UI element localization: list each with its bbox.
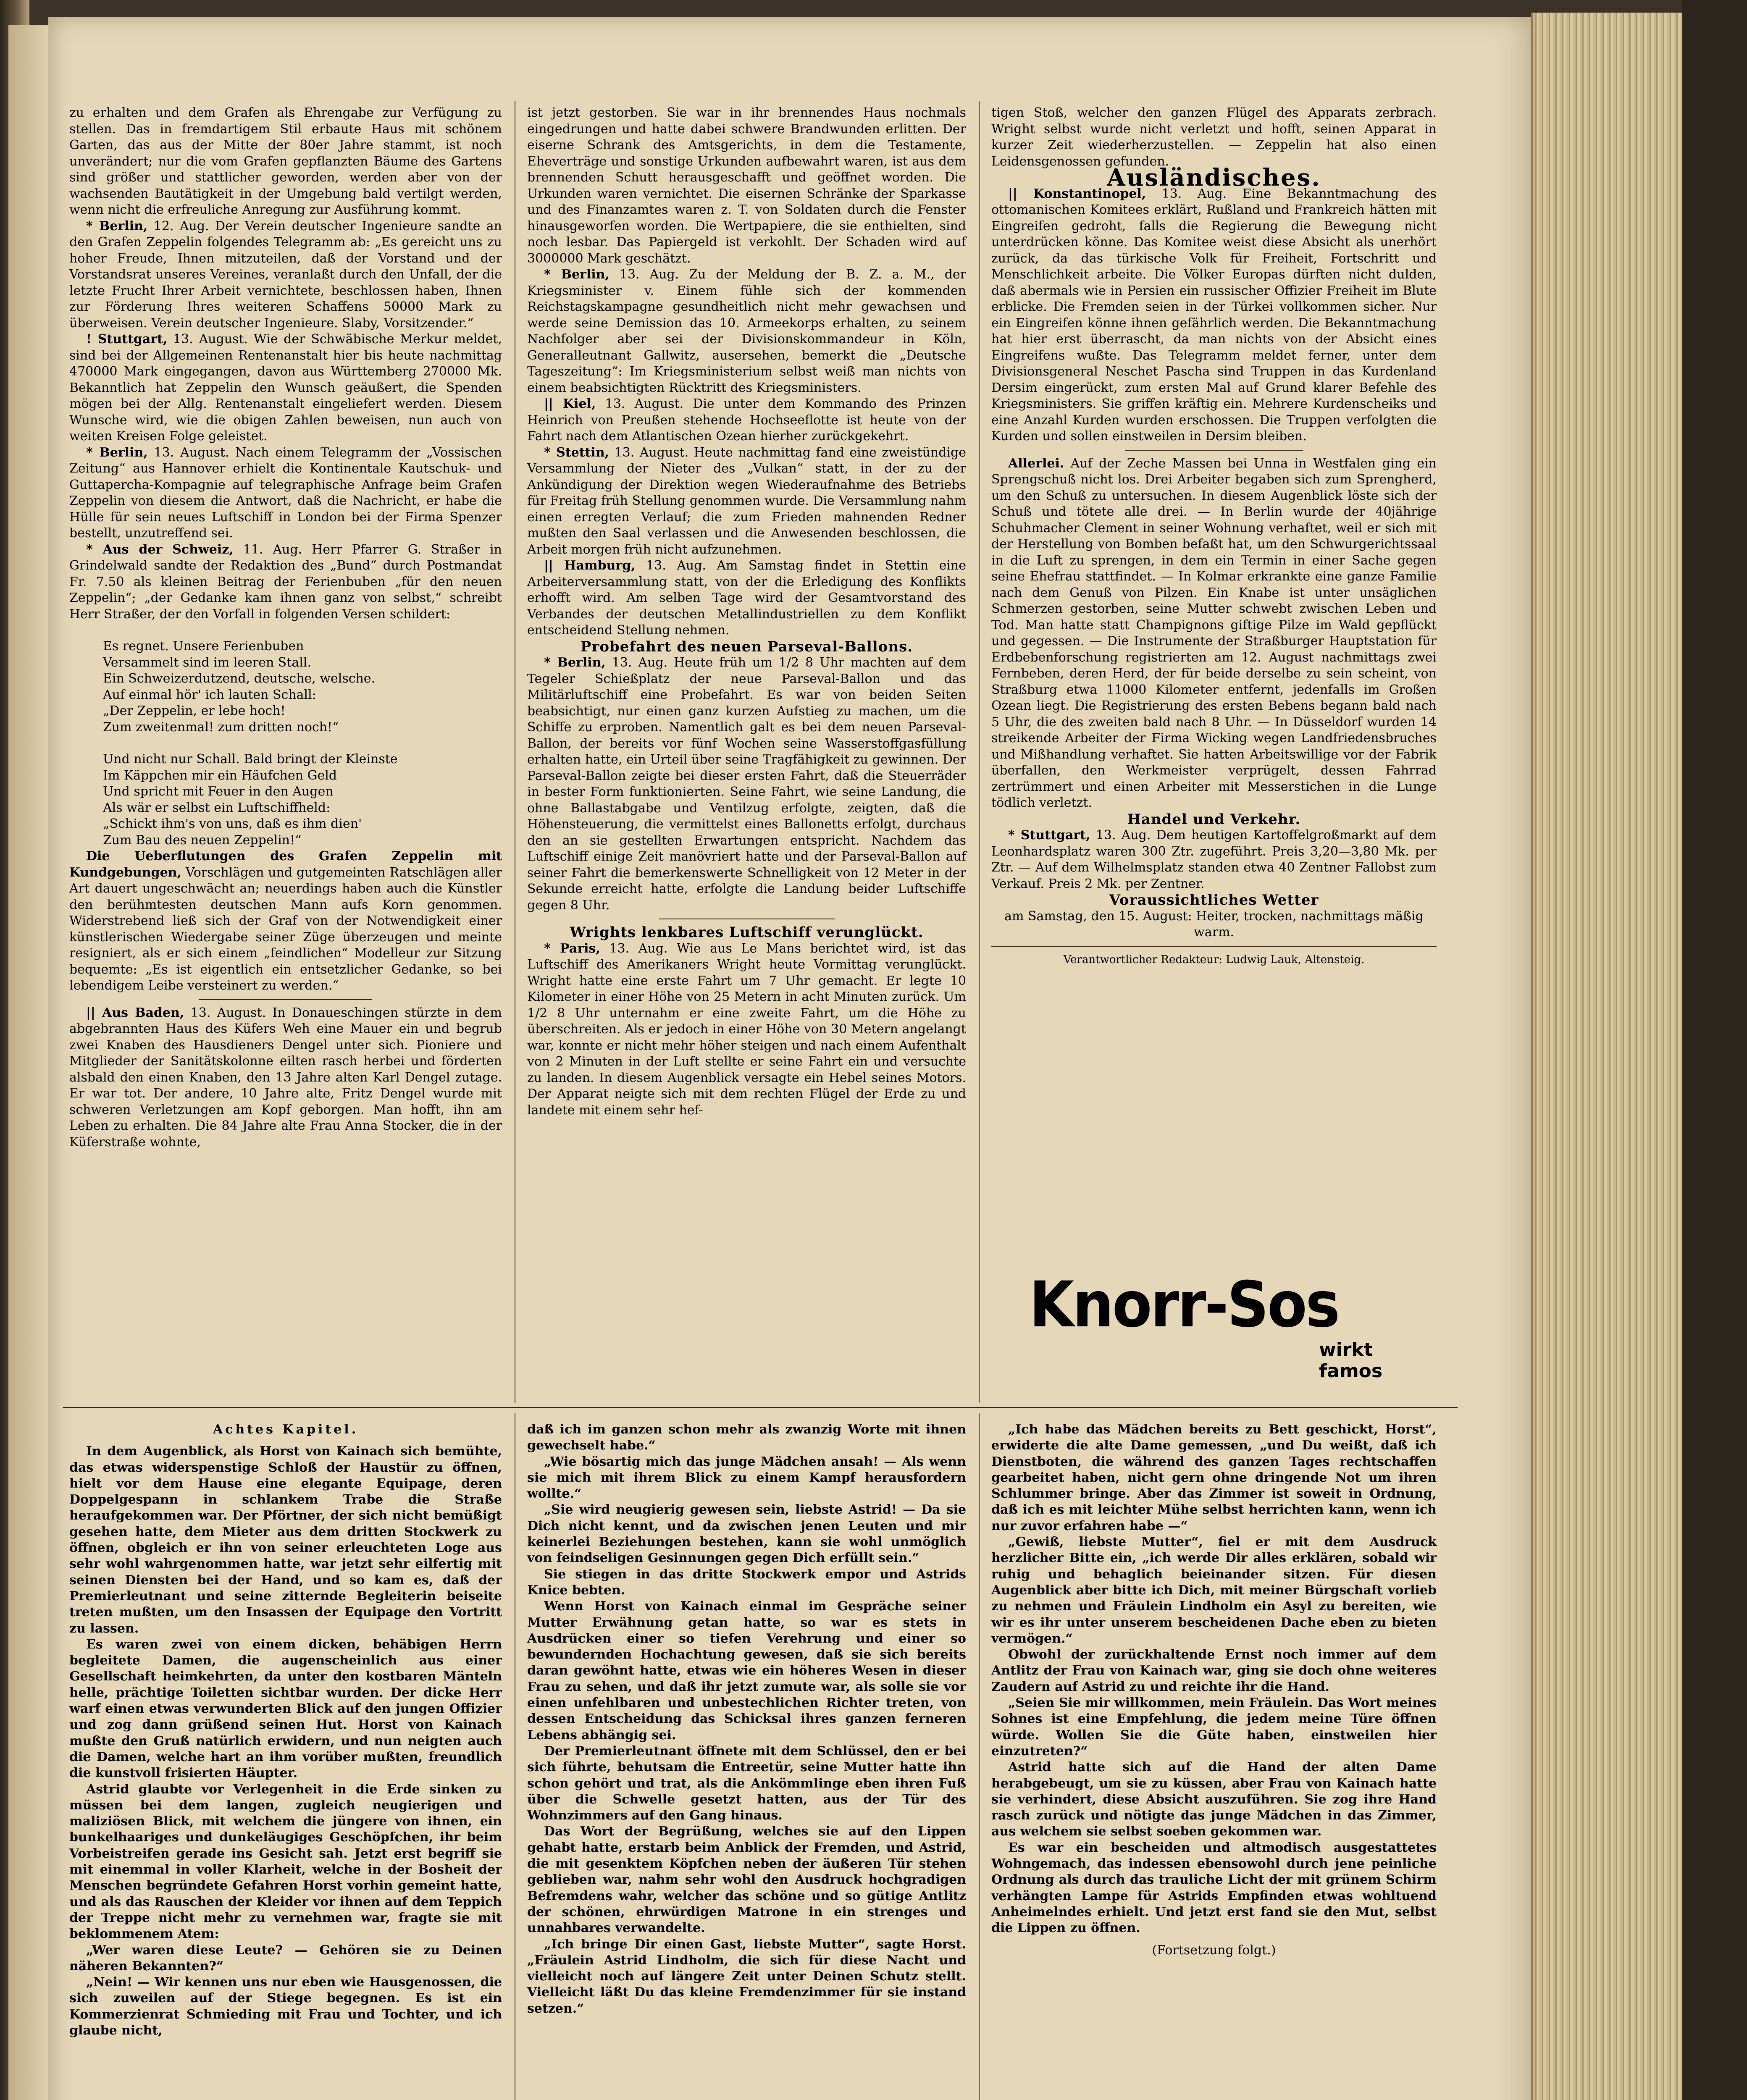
news-item (991, 186, 1437, 445)
news-item (69, 848, 502, 994)
verse-line: Im Käppchen mir ein Häufchen Geld (103, 768, 337, 783)
section-heading: Ausländisches. (1107, 164, 1321, 192)
ad-tagline: wirkt famos (1319, 1339, 1383, 1382)
news-text: 13. August. Nach einem Telegramm der „Vossischen Zeitung“ aus Hannover erhielt die Kontinentale Kautschuk- und Guttapercha-Kompagnie auf telegraphische Anfrage beim Grafen Zeppelin von diesem die Antwort, daß die Nachricht, er habe die Hülle für sein neues Luftschiff in London bei der Firma Spenzer bestellt, unzutreffend sei. (69, 445, 502, 541)
news-item (69, 445, 502, 542)
serial-paragraph: Astrid glaubte vor Verlegenheit in die Erde sinken zu müssen bei dem langen, zugleich neugierigen und maliziösen Blick, mit welchem die jüngere von ihnen, ein bunkelhaariges und dunkeläugiges Geschöpfchen, ihr beim Vorbeistreifen gerade ins Gesicht sah. Jetzt erst begriff sie mit einemmal in voller Klarheit, welche in der Bosheit der Menschen begründete Gefahren Horst vorhin gemeint hatte, und als das Rauschen der Kleider vor ihnen auf dem Teppich der Treppe nicht mehr zu vernehmen war, fragte sie mit beklommenem Atem: (69, 1782, 502, 1942)
verse-line: „Der Zeppelin, er lebe hoch! (103, 704, 286, 718)
news-item (527, 445, 966, 558)
news-item (527, 941, 966, 1119)
news-item (527, 558, 966, 639)
serial-paragraph: Astrid hatte sich auf die Hand der alten Dame herabgebeugt, um sie zu küssen, aber Frau von Kainach hatte sie verhindert, diese Absicht auszuführen. Sie zog ihre Hand rasch zurück und nötigte das junge Mädchen in das Zimmer, aus welchem sie selbst soeben gekommen war. (991, 1760, 1437, 1839)
serial-paragraph: daß ich im ganzen schon mehr als zwanzig Worte mit ihnen gewechselt habe.“ (527, 1422, 966, 1453)
news-text: 12. Aug. Der Verein deutscher Ingenieure sandte an den Grafen Zeppelin folgendes Telegramm ab: „Es gereicht uns zu hoher Freude, Ihnen mitzuteilen, daß der Vorstand und der Vorstandsrat unseres Vereines, veranlaßt durch den Unfall, der die letzte Frucht Ihrer Arbeit vernichtete, beschlossen haben, Ihnen zur Förderung Ihres weiteren Schaffens 50000 Mark zu überweisen. Verein deutscher Ingenieure. Slaby, Vorsitzender.“ (69, 218, 502, 331)
previous-page-edge (8, 25, 48, 2100)
news-item (527, 267, 966, 396)
verse-line: Und spricht mit Feuer in den Augen (103, 784, 334, 799)
news-text: Auf der Zeche Massen bei Unna in Westfalen ging ein Sprengschuß nicht los. Drei Arbeiter begaben sich zum Sprengherd, um den Schuß zu untersuchen. In diesem Augenblick löste sich der Schuß und tötete alle drei. — In Berlin wurde der 40jährige Schuhmacher Clement in seiner Wohnung verhaftet, weil er sich mit der Herstellung von Bomben befaßt hat, um den Schwurgerichtssaal in die Luft zu sprengen, in dem ein Termin in einer Sache gegen seine Ehefrau stattfindet. — In Kolmar erkrankte eine ganze Familie nach dem Genuß von Pilzen. Ein Knabe ist unter unsäglichen Schmerzen gestorben, seine Mutter schwebt zwischen Leben und Tod. Man hatte statt Champignons giftige Pilze im Wald gepflückt und gegessen. — Die Instrumente der Straßburger Hauptstation für Erdbebenforschung registrierten am 12. August nachmittags zwei Fernbeben, deren Herd, der für beide derselbe zu sein scheint, von Straßburg etwa 11000 Kilometer entfernt, jedenfalls im Großen Ozean liegt. Die Registrierung des ersten Bebens begann bald nach 5 Uhr, die des zweiten bald nach 8 Uhr. — In Düsseldorf wurden 14 streikende Arbeiter der Firma Wicking wegen Landfriedensbruches und Mißhandlung verhaftet. Sie hatten Arbeitswillige vor der Fabrik überfallen, den Werkmeister verprügelt, dessen Fahrrad zertrümmert und einen Arbeiter mit Messerstichen in die Lunge tödlich verletzt. (991, 456, 1437, 810)
serial-paragraph: Wenn Horst von Kainach einmal im Gespräche seiner Mutter Erwähnung getan hatte, so war es stets in Ausdrücken einer so tiefen Verehrung und einer so bewundernden Hochachtung gewesen, daß sie sich bereits daran gewöhnt hatte, etwas wie ein höheres Wesen in dieser Frau zu sehen, und daß ihr jetzt zumute war, als solle sie vor einen unfehlbaren und unbestechlichen Richter treten, von dessen Entscheidung das Schicksal ihres ganzen ferneren Lebens abhängig sei. (527, 1599, 966, 1743)
serial-paragraph: Obwohl der zurückhaltende Ernst noch immer auf dem Antlitz der Frau von Kainach war, ging sie doch ohne weiteres Zaudern auf Astrid zu und reichte ihr die Hand. (991, 1647, 1437, 1694)
news-text: Vorschlägen und gutgemeinten Ratschlägen aller Art dauert ungeschwächt an; neuerdings haben auch die Künstler den berühmtesten deutschen Mann aufs Korn genommen. Widerstrebend ließ sich der Graf von der Notwendigkeit einer künstlerischen Wiedergabe seiner Züge überzeugen und meinte resigniert, als er sich einem „feindlichen“ Modelleur zur Sitzung bequemte: „Es ist eigentlich ein entsetzlicher Gedanke, so bei lebendigem Leibe versteinert zu werden.“ (69, 865, 502, 993)
news-text: 13. August. Die unter dem Kommando des Prinzen Heinrich von Preußen stehende Hochseeflotte ist heute von der Fahrt nach dem Atlantischen Ozean hierher zurückgekehrt. (527, 396, 967, 444)
verse-line: „Schickt ihm's von uns, daß es ihm dien' (103, 816, 362, 831)
serial-paragraph: „Ich habe das Mädchen bereits zu Bett geschickt, Horst“, erwiderte die alte Dame gemessen, „und Du weißt, daß ich Dienstboten, die während des ganzen Tages rechtschaffen gearbeitet haben, nicht gern ohne dringende Not um ihren Schlummer bringe. Aber das Zimmer ist soweit in Ordnung, daß ich es mit leichter Mühe selbst herrichten kann, wenn ich nur zuvor erfahren habe —“ (991, 1422, 1437, 1533)
feuilleton-rule (63, 1407, 1458, 1408)
news-text: 13. Aug. Wie aus Le Mans berichtet wird, ist das Luftschiff des Amerikaners Wright heute Vormittag verunglückt. Wright hatte eine erste Fahrt um 7 Uhr gemacht. Er legte 10 Kilometer in einer Höhe von 25 Metern in acht Minuten zurück. Um 1/2 8 Uhr unternahm er eine zweite Fahrt, um die Höhe zu überschreiten. Als er jedoch in einer Höhe von 30 Metern angelangt war, konnte er nicht mehr höher steigen und nach einem Aufenthalt von 2 Minuten in der Luft stellte er seine Fahrt ein und versuchte zu landen. In diesem Augenblick versagte ein Hebel seines Motors. Der Apparat neigte sich mit dem rechten Flügel der Erde zu und landete mit einem sehr hef- (527, 941, 966, 1118)
serial-paragraph: In dem Augenblick, als Horst von Kainach sich bemühte, das etwas widerspenstige Schloß der Haustür zu öffnen, hielt vor dem Hause eine elegante Equipage, deren Doppelgespann in schlankem Trabe die Straße heraufgekommen war. Der Pförtner, der sich nicht bemüßigt gesehen hatte, dem Mieter aus dem dritten Stockwerk zu öffnen, obgleich er ihn von seiner erleuchteten Loge aus sehr wohl wahrgenommen hatte, war jetzt sehr eilfertig mit seinen Diensten bei der Hand, und so kam es, daß der Premierleutnant und seine zitternde Begleiterin beiseite treten mußten, um den Insassen der Equipage den Vortritt zu lassen. (69, 1444, 502, 1636)
news-item (991, 827, 1437, 892)
news-item (991, 456, 1437, 811)
news-text: 13. August. Heute nachmittag fand eine zweistündige Versammlung der Nieter des „Vulkan“ statt, in der zu der Ankündigung der Direktion wegen Wiederaufnahme des Betriebs für Freitag früh Stellung genommen wurde. Die Versammlung nahm einen erregten Verlauf; die zum Frieden mahnenden Redner mußten den Saal verlassen und die Anwesenden beschlossen, die Arbeit morgen früh nicht aufzunehmen. (527, 445, 966, 557)
paragraph: tigen Stoß, welcher den ganzen Flügel des Apparats zerbrach. Wright selbst wurde nicht verletzt und hofft, seinen Apparat in kurzer Zeit wiederherzustellen. — Zeppelin hat also einen Leidensgenossen gefunden. (991, 105, 1437, 169)
serial-column-2 (527, 1422, 966, 2017)
verse-line: Und nicht nur Schall. Bald bringt der Kleinste (103, 752, 398, 766)
dateline: * Berlin, (544, 267, 609, 282)
serial-column-3 (991, 1422, 1437, 1958)
column-1 (69, 105, 502, 1150)
news-text: 13. Aug. Dem heutigen Kartoffelgroßmarkt auf dem Leonhardsplatz waren 300 Ztr. zugeführt. Preis 3,20—3,80 Mk. per Ztr. — Auf dem Wilhelmsplatz standen etwa 40 Zentner Fallobst zum Verkauf. Preis 2 Mk. per Zentner. (991, 828, 1437, 891)
news-item (69, 331, 502, 445)
dateline: * Berlin, (86, 218, 148, 234)
ad-brand: Knorr-Sos (1029, 1268, 1339, 1341)
verse-line: Zum Bau des neuen Zeppelin!“ (103, 832, 302, 848)
chapter-heading: Achtes Kapitel. (213, 1422, 359, 1437)
dateline: * Berlin, (86, 445, 148, 460)
dateline: Die Ueberflutungen des Grafen Zeppelin mit Kundgebungen, (69, 849, 502, 880)
serial-paragraph: „Nein! — Wir kennen uns nur eben wie Hausgenossen, die sich zuweilen auf der Stiege begegnen. Es ist ein Kommerzienrat Schmieding mit Frau und Tochter, und ich glaube nicht, (69, 1975, 502, 2038)
article-headline: Probefahrt des neuen Parseval-Ballons. (580, 638, 913, 655)
section-heading: Voraussichtliches Wetter (1109, 892, 1319, 908)
dateline: ! Stuttgart, (86, 332, 168, 346)
dateline: Allerlei. (1008, 456, 1064, 471)
news-item (527, 396, 966, 445)
serial-column-1 (69, 1422, 502, 2039)
dateline: * Stettin, (544, 445, 609, 460)
serial-column-rule-2 (979, 1413, 980, 2100)
paragraph: ist jetzt gestorben. Sie war in ihr brennendes Haus nochmals eingedrungen und hatte dabei schwere Brandwunden erlitten. Der eiserne Schrank des Amtsgerichts, in dem die Testamente, Eheverträge und sonstige Urkunden aufbewahrt waren, ist aus dem brennenden Schutt herausgeschafft und geöffnet worden. Die Urkunden waren vernichtet. Die eisernen Schränke der Sparkasse und des Finanzamtes waren z. T. von Soldaten durch die Fenster hinausgeworfen worden. Die Wertpapiere, die sie enthielten, sind noch lesbar. Das Papiergeld ist verkohlt. Der Schaden wird auf 3000000 Mark geschätzt. (527, 105, 966, 266)
column-rule-2 (979, 101, 980, 1403)
paragraph: zu erhalten und dem Grafen als Ehrengabe zur Verfügung zu stellen. Das in fremdartigem Stil erbaute Haus mit schönem Garten, das aus der Mitte der 80er Jahre stammt, ist noch unverändert; nur die vom Grafen gepflanzten Bäume des Gartens sind größer und stattlicher geworden, werden aber von der wachsenden Bautätigkeit in der Umgebung bald vertilgt werden, wenn nicht die erfreuliche Anregung zur Ausführung kommt. (69, 105, 502, 217)
verse-line: Auf einmal hör' ich lauten Schall: (103, 687, 316, 702)
news-text: 13. August. Wie der Schwäbische Merkur meldet, sind bei der Allgemeinen Rentenanstalt hier bis heute nachmittag 470000 Mark eingegangen, davon aus Württemberg 270000 Mk. Bekanntlich hat Zeppelin den Wunsch geäußert, die Spenden mögen bei der Allg. Rentenanstalt eingeliefert werden. Diesem Wunsche wird, wie die obigen Zahlen beweisen, nun auch von weiten Kreisen Folge geleistet. (69, 332, 502, 444)
serial-paragraph: Es waren zwei von einem dicken, behäbigen Herrn begleitete Damen, die augenscheinlich aus einer Gesellschaft heimkehrten, da unter den kostbaren Mänteln helle, prächtige Toiletten sichtbar wurden. Der dicke Herr warf einen etwas verwunderten Blick auf den jungen Offizier und zog dann grüßend seinen Hut. Horst von Kainach mußte den Gruß natürlich erwidern, und nun neigten auch die Damen, welche hart an ihm vorüber mußten, freundlich die kunstvoll frisierten Häupter. (69, 1637, 502, 1781)
serial-paragraph: „Gewiß, liebste Mutter“, fiel er mit dem Ausdruck herzlicher Bitte ein, „ich werde Dir alles erklären, sobald wir ruhig und behaglich beieinander sitzen. Für diesen Augenblick aber bitte ich Dich, mit meiner Bürgschaft vorlieb zu nehmen und Fräulein Lindholm ein Asyl zu bereiten, wie wir es ihr unter unserem bescheidenen Dache eben zu bieten vermögen.“ (991, 1535, 1437, 1646)
separator (991, 946, 1437, 947)
weather-forecast: am Samstag, den 15. August: Heiter, trocken, nachmittags mäßig warm. (1004, 908, 1424, 940)
column-3 (991, 105, 1437, 968)
page-stack-edges (1531, 13, 1684, 2100)
serial-paragraph: Es war ein bescheiden und altmodisch ausgestattetes Wohngemach, das indessen ebensowohl durch jene peinliche Ordnung als durch das trauliche Licht der mit grünem Schirm verhängten Lampe für Astrids Empfinden etwas wohltuend Anheimelndes erhielt. Und jetzt erst fand sie den Mut, selbst die Lippen zu öffnen. (991, 1840, 1437, 1936)
serial-paragraph: Sie stiegen in das dritte Stockwerk empor und Astrids Knice bebten. (527, 1567, 966, 1598)
advertisement (983, 1268, 1428, 1382)
verse-line: Versammelt sind im leeren Stall. (103, 655, 312, 670)
article-headline: Wrights lenkbares Luftschiff verunglückt. (570, 924, 924, 941)
news-item (69, 1005, 502, 1151)
dateline: * Berlin, (544, 655, 606, 670)
dateline: || Konstantinopel, (1008, 186, 1146, 201)
verse-line: Es regnet. Unsere Ferienbuben (103, 639, 304, 654)
dateline: || Hamburg, (544, 558, 636, 573)
news-item (69, 218, 502, 332)
verse-line: Ein Schweizerdutzend, deutsche, welsche. (103, 671, 376, 686)
dateline: * Stuttgart, (1008, 828, 1090, 843)
serial-paragraph: „Sie wird neugierig gewesen sein, liebste Astrid! — Da sie Dich nicht kennt, und da zwischen jenen Leuten und mir keinerlei Beziehungen bestehen, kann sie wohl unmöglich von feindseligen Gesinnungen gegen Dich erfüllt sein.“ (527, 1502, 966, 1566)
dateline: * Paris, (544, 941, 600, 956)
news-item (69, 542, 502, 623)
serial-paragraph: „Ich bringe Dir einen Gast, liebste Mutter“, sagte Horst. „Fräulein Astrid Lindholm, die sich für diese Nacht und vielleicht noch auf längere Zeit unter Deinen Schutz stellt. Vielleicht läßt Du das kleine Fremdenzimmer für sie instand setzen.“ (527, 1937, 966, 2016)
serial-paragraph: „Seien Sie mir willkommen, mein Fräulein. Das Wort meines Sohnes ist eine Empfehlung, die jedem meine Türe öffnen würde. Wollen Sie die Güte haben, einstweilen hier einzutreten?“ (991, 1696, 1437, 1759)
continued-note: (Fortsetzung folgt.) (1152, 1942, 1276, 1958)
news-item (527, 655, 966, 914)
serial-paragraph: Der Premierleutnant öffnete mit dem Schlüssel, den er bei sich führte, behutsam die Entreetür, seine Mutter hatte ihn schon gehört und trat, als die Ankömmlinge eben ihren Fuß über die Schwelle gesetzt hatten, aus der Tür des Wohnzimmers auf den Gang hinaus. (527, 1743, 966, 1823)
column-2 (527, 105, 966, 1118)
news-text: 13. Aug. Am Samstag findet in Stettin eine Arbeiterversammlung statt, von der die Erledigung des Konflikts erhofft wird. Am selben Tage wird der Gesamtvorstand des Verbandes der deutschen Metallindustriellen zu dem Konflikt entscheidend Stellung nehmen. (527, 558, 966, 638)
editor-credit: Verantwortlicher Redakteur: Ludwig Lauk, Altensteig. (1063, 953, 1365, 966)
serial-paragraph: Das Wort der Begrüßung, welches sie auf den Lippen gehabt hatte, erstarb beim Anblick der Fremden, und Astrid, die mit gesenktem Köpfchen neben der äußeren Tür stehen geblieben war, nahm sehr wohl den Ausdruck hochgradigen Befremdens wahr, welcher das schöne und so gütige Antlitz der schönen, ehrwürdigen Matrone in ein strenges und unnahbares verwandelte. (527, 1824, 966, 1936)
dateline: * Aus der Schweiz, (86, 542, 234, 557)
separator (199, 999, 372, 1000)
dateline: || Aus Baden, (86, 1005, 184, 1020)
news-text: 13. Aug. Heute früh um 1/2 8 Uhr machten auf dem Tegeler Schießplatz der neue Parseval-Ballon und das Militärluftschiff eine Probefahrt. Es war von beiden Seiten beabsichtigt, nur einen ganz kurzen Aufstieg zu machen, um die Schiffe zu erproben. Namentlich galt es bei dem neuen Parseval-Ballon, der bereits vor fünf Wochen seine Wasserstoffgasfüllung erhalten hatte, ein Urteil über seine Tragfähigkeit zu gewinnen. Der Parseval-Ballon zeigte bei dieser ersten Fahrt, daß die Steuerräder in bester Form funktionierten. Seine Fahrt, wie seine Landung, die ohne Ballastabgabe und Ventilzug erfolgte, zeigten, daß die Höhensteuerung, die vermittelst eines Ballonetts erfolgt, durchaus den an sie gestellten Erwartungen entspricht. Nachdem das Luftschiff einige Zeit manövriert hatte und der Parseval-Ballon auf seiner Fahrt die bemerkenswerte Schnelligkeit von 12 Meter in der Sekunde erreicht hatte, erfolgte die Landung beider Luftschiffe gegen 8 Uhr. (527, 655, 966, 913)
verse-line: Zum zweitenmal! zum dritten noch!“ (103, 719, 339, 735)
serial-paragraph: „Wie bösartig mich das junge Mädchen ansah! — Als wenn sie mich mit ihrem Blick zu einem Kampf herausfordern wollte.“ (527, 1454, 966, 1502)
dateline: || Kiel, (544, 396, 596, 411)
news-text: 13. August. In Donaueschingen stürzte in dem abgebrannten Haus des Küfers Weh eine Mauer ein und begrub zwei Knaben des Hausdieners Dengel unter sich. Pioniere und Mitglieder der Sanitätskolonne eilten rasch herbei und förderten alsbald den einen Knaben, den 13 Jahre alten Karl Dengel zutage. Er war tot. Der andere, 10 Jahre alte, Fritz Dengel wurde mit schweren Verletzungen am Kopf geborgen. Man hofft, ihn am Leben zu erhalten. Die 84 Jahre alte Frau Anna Stocker, die in der Küferstraße wohnte, (69, 1005, 502, 1150)
section-heading: Handel und Verkehr. (1127, 811, 1301, 828)
serial-paragraph: „Wer waren diese Leute? — Gehören sie zu Deinen näheren Bekannten?“ (69, 1942, 502, 1974)
separator (1125, 450, 1303, 451)
news-text: 13. Aug. Zu der Meldung der B. Z. a. M., der Kriegsminister v. Einem fühle sich der kommenden Reichstagskampagne gesundheitlich nicht mehr gewachsen und werde seine Demission das 10. Armeekorps erhalten, zu seinem Nachfolger aber sei der Divisionskommandeur in Köln, Generalleutnant Gallwitz, ausersehen, bemerkt die „Deutsche Tageszeitung“: Im Kriegsministerium selbst weiß man nichts von einem beabsichtigten Rücktritt des Kriegsministers. (527, 267, 966, 395)
news-text: 11. Aug. Herr Pfarrer G. Straßer in Grindelwald sandte der Redaktion des „Bund“ durch Postmandat Fr. 7.50 als kleinen Beitrag der Ferienbuben „für den neuen Zeppelin“; „der Gedanke kam ihnen ganz von selbst,“ schreibt Herr Straßer, der den Vorfall in folgenden Versen schildert: (69, 542, 502, 622)
verse-line: Als wär er selbst ein Luftschiffheld: (103, 800, 331, 815)
news-text: 13. Aug. Eine Bekanntmachung des ottomanischen Komitees erklärt, Rußland und Frankreich hätten mit Eingreifen gedroht, falls die Regierung die Bewegung nicht unterdrücken könne. Das Komitee weist diese Absicht als unerhört zurück, da das türkische Volk für Freiheit, Fortschritt und Menschlichkeit arbeite. Die Völker Europas dürften nicht dulden, daß abermals wie in Persien ein russischer Offizier Freiheit im Blute erblicke. Die Fremden seien in der Türkei vollkommen sicher. Nur ein Eingreifen könne ihnen gefährlich werden. Die Bekanntmachung hat hier erst überrascht, da man nichts von der Absicht eines Eingreifens wußte. Das Telegramm meldet ferner, unter dem Divisionsgeneral Neschet Pascha sind Truppen in das Kurdenland Dersim eingerückt, zum ersten Mal auf Grund klarer Befehle des Kriegsministers. Sie griffen kräftig ein. Mehrere Kurdenscheiks und eine Anzahl Kurden wurden erschossen. Die Truppen verfolgten die Kurden und sollen einstweilen in Dersim bleiben. (991, 186, 1437, 444)
background-dark (1682, 0, 1747, 2100)
